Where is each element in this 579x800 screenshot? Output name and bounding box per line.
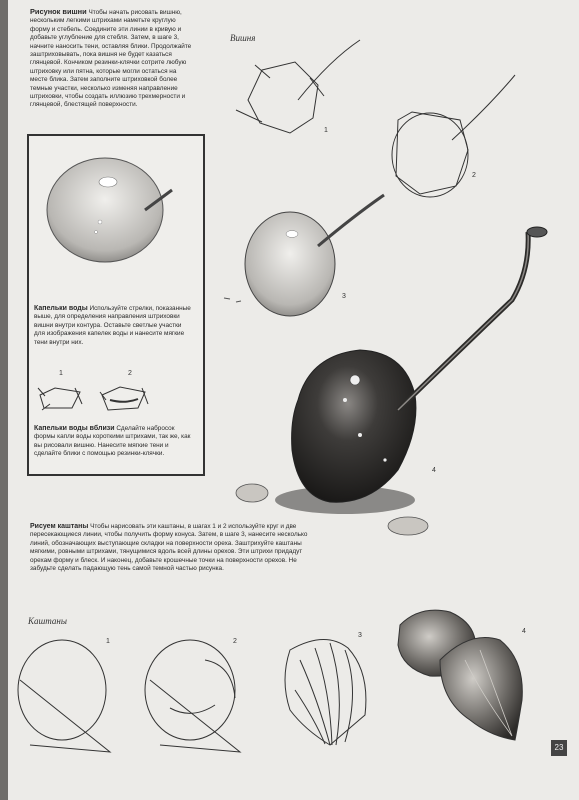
page-number: 23	[551, 740, 567, 756]
chestnut-step-4-number: 4	[522, 628, 526, 635]
chestnut-step-1-number: 1	[106, 638, 110, 645]
cherry-caption: Вишня	[230, 33, 256, 43]
chestnut-step-3-drawing	[285, 639, 366, 745]
cherry-intro-text: Чтобы начать рисовать вишню, нескольким легкими штрихами наметьте круглую форму и стебель. Соедините эти линии в кривую и добавьте углубление для стебля. Затем, в шаге 3, начните наносить тени, оставляя блики. Продолжайте заштриховывать, пока вишня не будет казаться глянцевой. Кончиком резинки-клячки сотрите любую штриховку или пятна, которые могли остаться на месте блика. Затем заполните штриховкой более темные участки, несколько изменяя направление штриховки, чтобы создать иллюзию трехмерности и глянцевой, блестящей поверхности.	[30, 9, 192, 109]
droplets-closeup	[34, 425, 194, 459]
chestnut-step-4-drawing	[398, 610, 522, 740]
droplet-step-2-number: 2	[128, 370, 132, 377]
chestnut-intro	[30, 523, 320, 573]
cherry-intro-title: Рисунок вишни	[30, 7, 87, 16]
droplets-closeup-title: Капельки воды вблизи	[34, 425, 115, 432]
cherry-step-2-drawing	[392, 75, 515, 197]
droplets-description	[34, 305, 192, 347]
chestnut-text: Чтобы нарисовать эти каштаны, в шагах 1 и 2 используйте круг и две пересекающиеся линии, чтобы получить форму конуса. Затем, в шаге 3, нанесите несколько линий, обозначающих выступающие складки на поверхности ореха. Заштрихуйте каштаны мягкими, ровными штрихами, тянущимися вдоль всей длины орехов. Эти штрихи придадут орехам форму и блеск. И наконец, добавьте крошечные точки на поверхности орехов. Не забудьте сделать падающую тень самой темной частью рисунка.	[30, 523, 308, 573]
droplets-text: Используйте стрелки, показанные выше, для определения направления штриховки вишни внутри контура. Оставьте светлые участки для изображения капелек воды и нанесите мягкие тени внутри них.	[34, 305, 191, 346]
droplet-step-1-number: 1	[59, 370, 63, 377]
cherry-step-1-drawing	[236, 40, 360, 133]
droplets-sketches	[38, 387, 148, 410]
cherry-step-3-number: 3	[342, 293, 346, 300]
droplets-title: Капельки воды	[34, 305, 88, 312]
chestnut-caption: Каштаны	[28, 616, 67, 626]
cherry-step-4-number: 4	[432, 467, 436, 474]
droplets-closeup-text: Сделайте набросок формы капли воды короткими штрихами, так же, как вы рисовали вишню. Нанесите мягкие тени и сделайте блики с помощью резинки-клячки.	[34, 425, 191, 458]
chestnut-title: Рисуем каштаны	[30, 523, 89, 530]
chestnut-step-2-drawing	[145, 640, 240, 752]
cherry-closeup-drawing	[47, 158, 172, 262]
chestnut-step-2-number: 2	[233, 638, 237, 645]
cherry-step-1-number: 1	[324, 127, 328, 134]
chestnut-step-3-number: 3	[358, 632, 362, 639]
cherry-step-2-number: 2	[472, 172, 476, 179]
cherry-step-3-drawing	[224, 195, 384, 316]
chestnut-step-1-drawing	[18, 640, 110, 752]
